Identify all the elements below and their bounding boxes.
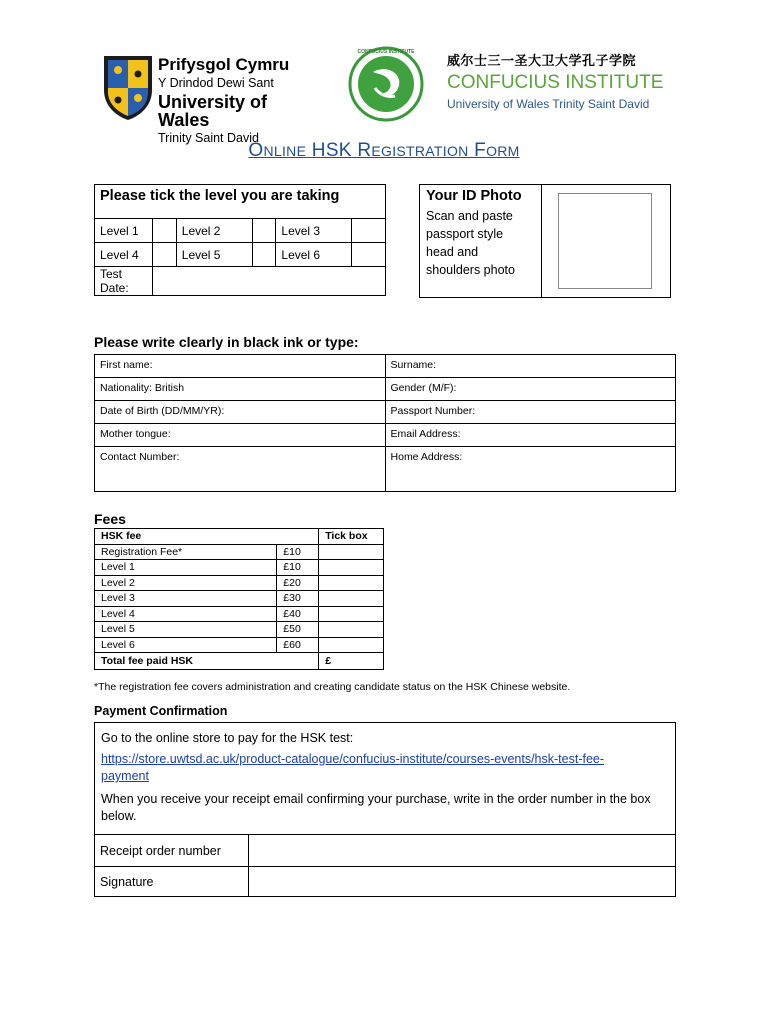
title-word-form: FORM xyxy=(474,140,520,161)
fee-row-label: Level 1 xyxy=(95,560,277,576)
uwtsd-subname-welsh: Y Drindod Dewi Sant xyxy=(158,76,274,90)
level-selection-table xyxy=(94,184,386,296)
fee-row-tickbox[interactable] xyxy=(319,591,384,607)
title-word-hsk: HSK xyxy=(311,140,352,161)
payment-info-cell xyxy=(95,723,676,835)
fee-row-amount: £60 xyxy=(277,637,319,653)
level-2-label: Level 2 xyxy=(176,219,252,243)
first-name-field[interactable]: First name: xyxy=(95,355,386,378)
nationality-field[interactable]: Nationality: British xyxy=(95,378,386,401)
fee-row-amount: £10 xyxy=(277,544,319,560)
confucius-chinese-name: 威尔士三一圣大卫大学孔子学院 xyxy=(447,54,637,69)
level-1-checkbox[interactable] xyxy=(152,219,176,243)
confucius-institute-name: CONFUCIUS INSTITUTE xyxy=(447,72,664,93)
payment-intro: Go to the online store to pay for the HSK test: xyxy=(101,731,354,745)
fee-row-amount: £30 xyxy=(277,591,319,607)
fee-row-amount: £20 xyxy=(277,575,319,591)
fees-col-tick: Tick box xyxy=(319,529,384,545)
personal-details-heading: Please write clearly in black ink or type: xyxy=(94,334,359,350)
payment-store-link[interactable]: https://store.uwtsd.ac.uk/product-catalogue/confucius-institute/courses-events/hsk-test-fee- payment xyxy=(101,752,605,783)
fee-row-label: Level 3 xyxy=(95,591,277,607)
uwtsd-shield-icon xyxy=(102,54,154,122)
signature-field[interactable] xyxy=(248,867,675,897)
test-date-field[interactable] xyxy=(152,267,385,296)
payment-instruction: When you receive your receipt email confirming your purchase, write in the order number in the box below. xyxy=(101,792,651,823)
fee-row-tickbox[interactable] xyxy=(319,575,384,591)
id-photo-box xyxy=(419,184,671,298)
confucius-subtitle: University of Wales Trinity Saint David xyxy=(447,97,650,111)
total-fee-field[interactable]: £ xyxy=(319,653,384,670)
fee-row-label: Level 6 xyxy=(95,637,277,653)
fees-footnote: *The registration fee covers administration and creating candidate status on the HSK Chinese website. xyxy=(94,681,571,693)
uwtsd-logo xyxy=(102,54,312,145)
id-photo-instructions: Scan and paste passport style head and shoulders photo xyxy=(426,209,515,277)
level-4-label: Level 4 xyxy=(95,243,153,267)
uwtsd-name-welsh: Prifysgol Cymru xyxy=(158,55,290,74)
fee-row-label: Level 4 xyxy=(95,606,277,622)
level-6-label: Level 6 xyxy=(276,243,352,267)
fee-row-tickbox[interactable] xyxy=(319,637,384,653)
fee-row-label: Level 5 xyxy=(95,622,277,638)
fee-row-tickbox[interactable] xyxy=(319,606,384,622)
fee-row-tickbox[interactable] xyxy=(319,560,384,576)
level-3-label: Level 3 xyxy=(276,219,352,243)
uwtsd-subname-english: Trinity Saint David xyxy=(158,130,259,145)
personal-details-table xyxy=(94,354,676,492)
mother-tongue-field[interactable]: Mother tongue: xyxy=(95,424,386,447)
page-title xyxy=(0,140,768,162)
title-word-registration: REGISTRATION xyxy=(357,140,469,161)
email-address-field[interactable]: Email Address: xyxy=(385,424,675,447)
id-photo-heading: Your ID Photo xyxy=(426,188,522,204)
fees-table xyxy=(94,528,384,670)
level-heading: Please tick the level you are taking xyxy=(95,185,386,219)
fees-heading: Fees xyxy=(94,511,126,527)
total-fee-label: Total fee paid HSK xyxy=(95,653,319,670)
fee-row-amount: £50 xyxy=(277,622,319,638)
fee-row-tickbox[interactable] xyxy=(319,544,384,560)
surname-field[interactable]: Surname: xyxy=(385,355,675,378)
fee-row-amount: £10 xyxy=(277,560,319,576)
fee-row-tickbox[interactable] xyxy=(319,622,384,638)
level-5-checkbox[interactable] xyxy=(252,243,276,267)
uwtsd-name-english: University of Wales xyxy=(158,91,268,130)
fees-col-fee: HSK fee xyxy=(95,529,319,545)
gender-field[interactable]: Gender (M/F): xyxy=(385,378,675,401)
photo-drop-area[interactable] xyxy=(558,193,652,289)
fee-row-label: Level 2 xyxy=(95,575,277,591)
level-2-checkbox[interactable] xyxy=(252,219,276,243)
date-of-birth-field[interactable]: Date of Birth (DD/MM/YR): xyxy=(95,401,386,424)
confucius-emblem-label: CONFUCIUS INSTITUTE xyxy=(357,49,415,55)
level-4-checkbox[interactable] xyxy=(152,243,176,267)
contact-number-field[interactable]: Contact Number: xyxy=(95,447,386,492)
payment-table xyxy=(94,722,676,897)
level-1-label: Level 1 xyxy=(95,219,153,243)
confucius-emblem-icon xyxy=(345,44,427,124)
receipt-order-field[interactable] xyxy=(248,835,675,867)
level-3-checkbox[interactable] xyxy=(352,219,386,243)
fee-row-amount: £40 xyxy=(277,606,319,622)
title-word-online: ONLINE xyxy=(248,140,307,161)
level-5-label: Level 5 xyxy=(176,243,252,267)
receipt-order-label: Receipt order number xyxy=(95,835,249,867)
signature-label: Signature xyxy=(95,867,249,897)
payment-heading: Payment Confirmation xyxy=(94,704,228,718)
fee-row-label: Registration Fee* xyxy=(95,544,277,560)
test-date-label: Test Date: xyxy=(95,267,153,296)
level-6-checkbox[interactable] xyxy=(352,243,386,267)
passport-number-field[interactable]: Passport Number: xyxy=(385,401,675,424)
home-address-field[interactable]: Home Address: xyxy=(385,447,675,492)
